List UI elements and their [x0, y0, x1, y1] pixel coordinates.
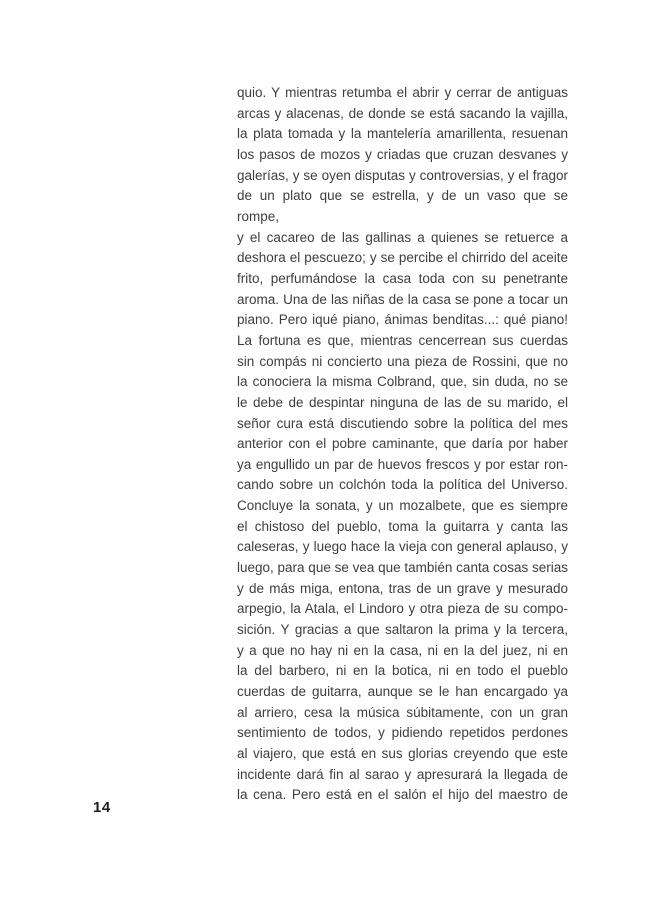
text-line: frito, perfumándose la casa toda con su penetrante: [237, 270, 568, 286]
text-line: al viajero, que está en sus glorias creyendo que este: [237, 746, 568, 761]
text-line: al arriero, cesa la música súbitamente, con un gran: [237, 704, 568, 720]
text-line: y el cacareo de las gallinas a quienes se retuerce a: [237, 229, 568, 245]
text-line: la del barbero, ni en la botica, ni en todo el pueblo: [237, 663, 568, 679]
text-line: anterior con el pobre caminante, que daría por haber: [237, 436, 568, 452]
text-line: la plata tomada y la mantelería amarillenta, resuenan: [237, 126, 568, 142]
text-line: y de más miga, entona, tras de un grave y mesurado: [237, 580, 568, 596]
text-line: la cena. Pero está en el salón el hijo del maestro de: [237, 787, 568, 803]
text-line: cuerdas de guitarra, aunque se le han encargado ya: [237, 684, 568, 700]
text-line: aroma. Una de las niñas de la casa se pone a tocar un: [237, 291, 568, 307]
text-line: galerías, y se oyen disputas y controversias, y el fragor: [237, 167, 568, 183]
text-line: sentimiento de todos, y pidiendo repetidos perdones: [237, 725, 568, 741]
text-line: incidente dará fin al sarao y apresurará la llegada de: [237, 766, 568, 782]
text-line: deshora el pescuezo; y se percibe el chirrido del aceite: [237, 250, 568, 266]
text-line: la conociera la misma Colbrand, que, sin duda, no se: [237, 374, 568, 390]
text-line: y a que no hay ni en la casa, ni en la del juez, ni en: [237, 642, 568, 658]
text-line: piano. Pero iqué piano, ánimas benditas...: qué piano!: [237, 312, 568, 328]
text-line: sición. Y gracias a que saltaron la prima y la tercera,: [237, 622, 568, 638]
text-line: quio. Y mientras retumba el abrir y cerrar de antiguas: [237, 85, 568, 100]
body-text: [237, 83, 568, 806]
text-line: de un plato que se estrella, y de un vaso que se rompe,: [237, 188, 568, 224]
text-line: La fortuna es que, mientras cencerrean sus cuerdas: [237, 332, 568, 348]
text-line: ya engullido un par de huevos frescos y por estar ron-: [237, 456, 568, 472]
text-line: Concluye la sonata, y un mozalbete, que es siempre: [237, 498, 568, 514]
text-line: señor cura está discutiendo sobre la política del mes: [237, 415, 568, 431]
text-line: caleseras, y luego hace la vieja con general aplauso, y: [237, 539, 568, 555]
text-line: le debe de despintar ninguna de las de su marido, el: [237, 394, 568, 410]
text-line: arpegio, la Atala, el Lindoro y otra pieza de su compo-: [237, 601, 568, 617]
text-line: arcas y alacenas, de donde se está sacando la vajilla,: [237, 105, 568, 121]
page-number: 14: [93, 799, 111, 816]
text-line: los pasos de mozos y criadas que cruzan desvanes y: [237, 146, 568, 162]
text-line: luego, para que se vea que también canta cosas serias: [237, 560, 568, 576]
text-line: el chistoso del pueblo, toma la guitarra y canta las: [237, 518, 568, 534]
text-line: cando sobre un colchón toda la política del Universo.: [237, 477, 568, 493]
text-line: sin compás ni concierto una pieza de Rossini, que no: [237, 353, 568, 369]
